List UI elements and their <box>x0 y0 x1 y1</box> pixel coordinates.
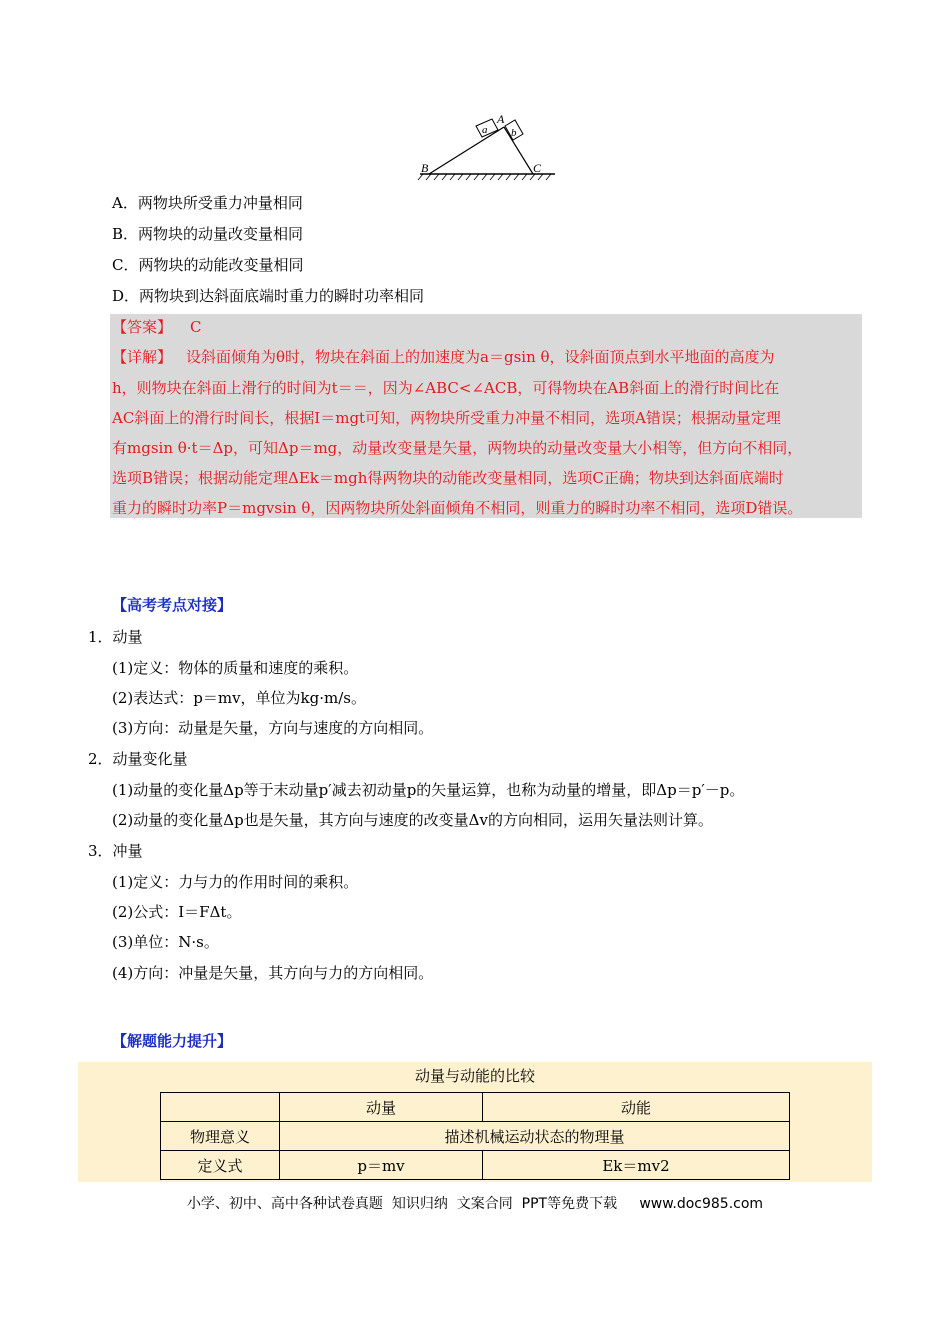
header-empty <box>161 1093 280 1122</box>
point-3-formula: (2)公式：I＝FΔt。 <box>112 903 242 921</box>
figure-label-B: B <box>421 161 429 175</box>
section-heading-jieti: 【解题能力提升】 <box>112 1032 233 1050</box>
point-2-title: 2．动量变化量 <box>88 750 188 768</box>
answer-line <box>112 316 202 338</box>
cell-energy-formula: Ek＝mv2 <box>483 1151 790 1180</box>
point-1-expr: (2)表达式：p＝mv，单位为kg·m/s。 <box>112 689 366 707</box>
option-a: A．两物块所受重力冲量相同 <box>112 194 303 212</box>
explanation-tag: 【详解】 <box>112 348 173 366</box>
explanation-line-1 <box>112 346 775 368</box>
section-heading-kaodian: 【高考考点对接】 <box>112 596 233 614</box>
option-c: C．两物块的动能改变量相同 <box>112 256 304 274</box>
table-header-row <box>161 1093 790 1122</box>
explanation-line-3: AC斜面上的滑行时间长，根据I＝mgt可知，两物块所受重力冲量不相同，选项A错误；根据动量定理 <box>112 409 781 427</box>
cell-physical-meaning: 描述机械运动状态的物理量 <box>280 1122 790 1151</box>
figure-label-b: b <box>511 127 517 139</box>
header-momentum: 动量 <box>280 1093 483 1122</box>
point-3-def: (1)定义：力与力的作用时间的乘积。 <box>112 873 359 891</box>
table-row <box>161 1151 790 1180</box>
explanation-line-5: 选项B错误；根据动能定理ΔEk＝mgh得两物块的动能改变量相同，选项C正确；物块到达斜面底端时 <box>112 469 784 487</box>
footer-text: 小学、初中、高中各种试卷真题 知识归纳 文案合同 PPT等免费下载 www.doc985.com <box>186 1196 764 1212</box>
explanation-line-2: h，则物块在斜面上滑行的时间为t＝＝，因为∠ABC<∠ACB，可得物块在AB斜面上的滑行时间比在 <box>112 379 780 397</box>
point-3-unit: (3)单位：N·s。 <box>112 933 219 951</box>
cell-momentum-formula: p＝mv <box>280 1151 483 1180</box>
point-1-title: 1．动量 <box>88 628 143 646</box>
explanation-text-1: 设斜面倾角为θ时，物块在斜面上的加速度为a＝gsin θ，设斜面顶点到水平地面的高度为 <box>186 348 775 366</box>
point-3-dir: (4)方向：冲量是矢量，其方向与力的方向相同。 <box>112 964 434 982</box>
point-1-def: (1)定义：物体的质量和速度的乘积。 <box>112 659 359 677</box>
point-3-title: 3．冲量 <box>88 842 143 860</box>
explanation-line-6: 重力的瞬时功率P＝mgvsin θ，因两物块所处斜面倾角不相同，则重力的瞬时功率不相同，选项D错误。 <box>112 499 803 517</box>
point-2-b: (2)动量的变化量Δp也是矢量，其方向与速度的改变量Δv的方向相同，运用矢量法则计算。 <box>112 811 713 829</box>
option-b: B．两物块的动量改变量相同 <box>112 225 304 243</box>
header-kinetic-energy: 动能 <box>483 1093 790 1122</box>
explanation-line-4: 有mgsin θ·t＝Δp，可知Δp＝mg，动量改变量是矢量，两物块的动量改变量大小相等，但方向不相同， <box>112 439 803 457</box>
option-d: D．两物块到达斜面底端时重力的瞬时功率相同 <box>112 287 425 305</box>
answer-value: C <box>190 318 202 336</box>
table-row <box>161 1122 790 1151</box>
figure-label-C: C <box>533 161 542 175</box>
row-label-definition: 定义式 <box>161 1151 280 1180</box>
table-caption: 动量与动能的比较 <box>414 1067 535 1085</box>
point-2-a: (1)动量的变化量Δp等于末动量p′减去初动量p的矢量运算，也称为动量的增量，即Δp＝p′－p。 <box>112 781 745 799</box>
incline-diagram <box>415 110 560 186</box>
comparison-table <box>160 1092 790 1180</box>
figure-label-A: A <box>497 112 505 126</box>
point-1-dir: (3)方向：动量是矢量，方向与速度的方向相同。 <box>112 719 434 737</box>
answer-tag: 【答案】 <box>112 318 173 336</box>
row-label-physical-meaning: 物理意义 <box>161 1122 280 1151</box>
figure-label-a: a <box>482 124 488 136</box>
